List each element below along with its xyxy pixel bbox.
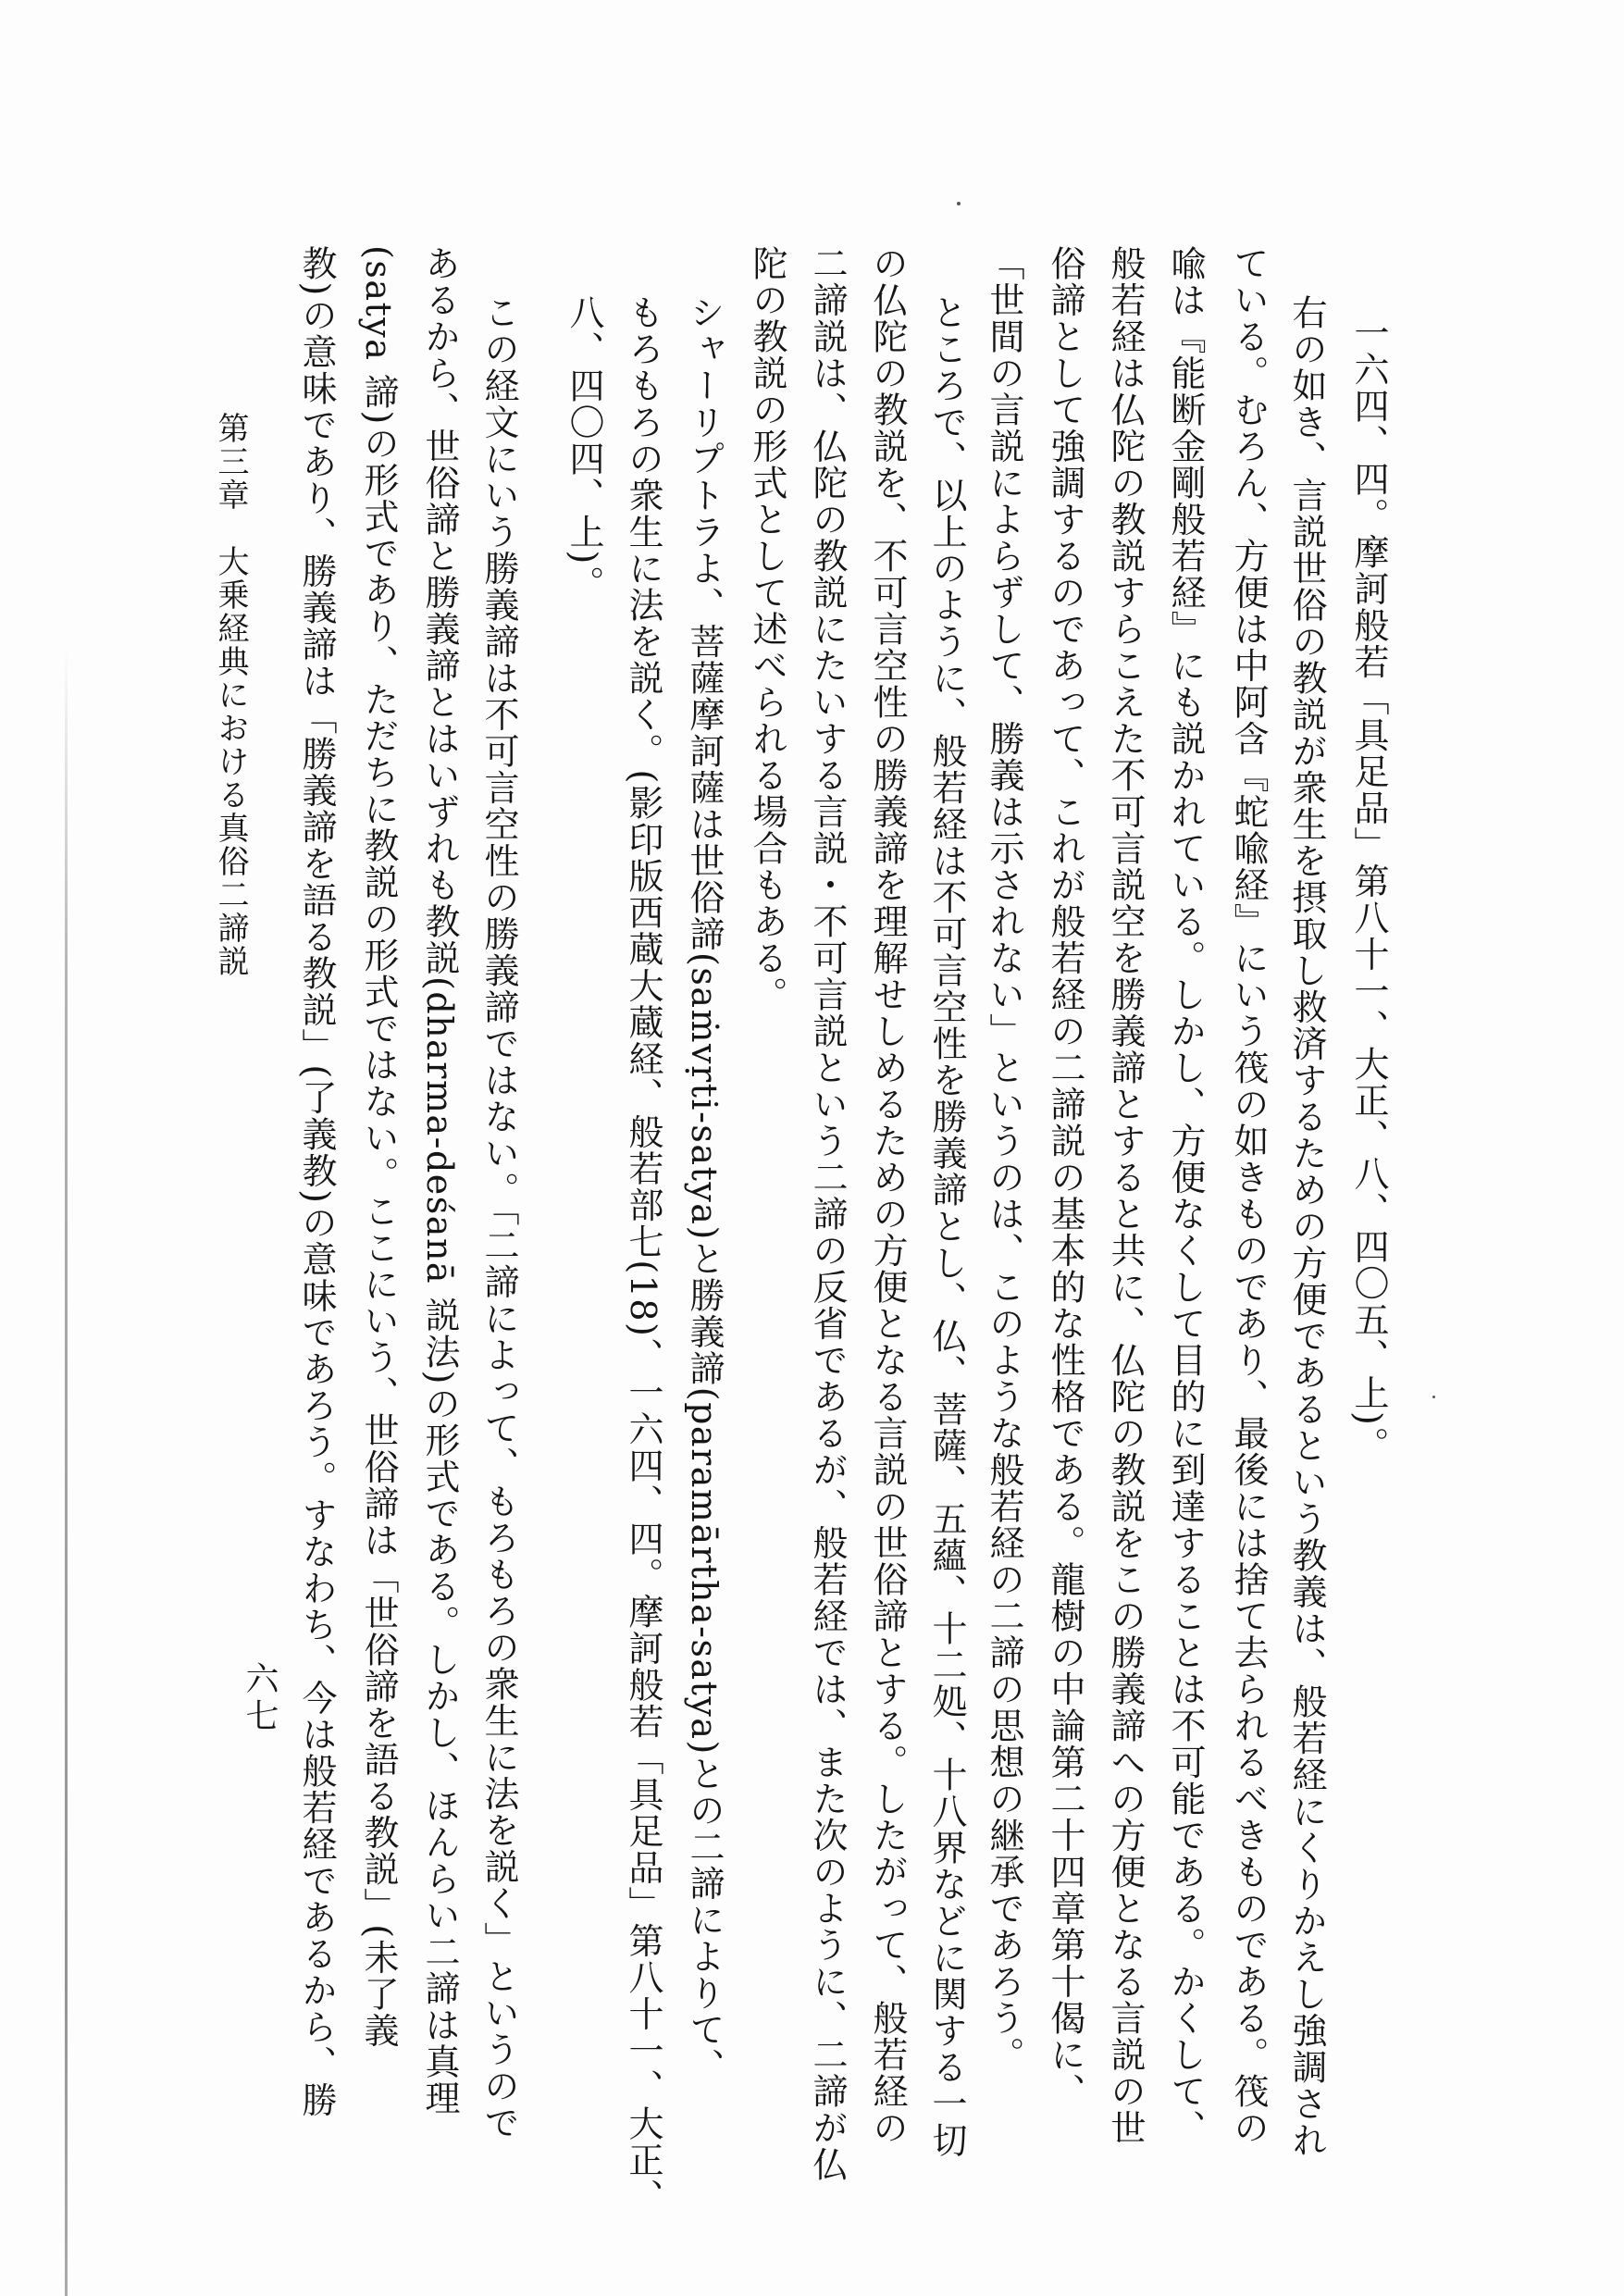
scan-speck [957,202,961,205]
text-line-3: ている。むろん、方便は中阿含『蛇喩経』にいう筏の如きものであり、最後には捨て去られるべきものである。筏の [1228,245,1269,2146]
running-header: 第三章 大乗経典における真俗二諦説 [212,412,249,978]
text-line-18: 教)の意味であり、勝義諦は「勝義諦を語る教説」(了義教)の意味であろう。すなわち、今は般若経であるから、勝 [296,245,337,2118]
text-line-2: 右の如き、言説世俗の教説が衆生を摂取し救済するための方便であるという教義は、般若経にくりかえし強調され [1286,294,1327,2159]
text-line-6: 俗諦として強調するのであって、これが般若経の二諦説の基本的な性格である。龍樹の中論第二十四章第十偈に、 [1045,245,1085,2110]
scan-speck [1432,1396,1435,1398]
text-line-5: 般若経は仏陀の教説すらこえた不可言説空を勝義諦とすると共に、仏陀の教説をこの勝義諦への方便となる言説の世 [1105,245,1146,2146]
text-line-16: あるから、世俗諦と勝義諦とはいずれも教説(dharma-deśanā 説法)の形式である。しかし、ほんらい二諦は真理 [419,245,460,2116]
text-line-12: シャーリプトラよ、菩薩摩訶薩は世俗諦(saṁvṛti-satya)と勝義諦(paramārtha-satya)との二諦によりて、 [684,294,725,2085]
text-line-8: ところで、以上のように、般若経は不可言空性を勝義諦とし、仏、菩薩、五蘊、十二処、十八界などに関する一切 [926,294,967,2159]
text-line-9: の仏陀の教説を、不可言空性の勝義諦を理解せしめるための方便となる言説の世俗諦とする。したがって、般若経の [867,245,908,2146]
binding-edge-shadow [65,648,68,2296]
text-line-11: 陀の教説の形式として述べられる場合もある。 [747,245,787,1013]
text-line-15: この経文にいう勝義諦は不可言空性の勝義諦ではない。「二諦によって、もろもろの衆生に法を説く」というので [478,294,519,2141]
text-line-13: もろもろの衆生に法を説く。(影印版西蔵大蔵経、般若部七(18)、一六四、四。摩訶般若「具足品」第八十一、大正、 [623,294,663,2215]
text-line-10: 二諦説は、仏陀の教説にたいする言説・不可言説という二諦の反省であるが、般若経では、また次のように、二諦が仏 [807,245,848,2183]
text-line-4: 喩は『能断金剛般若経』にも説かれている。しかし、方便なくして目的に到達することは不可能である。かくして、 [1165,245,1206,2146]
page-number: 六七 [241,1661,279,1735]
text-line-14: 八、四〇四、上)。 [564,294,604,602]
text-line-7: 「世間の言説によらずして、勝義は示されない」というのは、このような般若経の二諦の思想の継承であろう。 [984,245,1024,2073]
text-line-17: (satya 諦)の形式であり、ただちに教説の形式ではない。ここにいう、世俗諦は「世俗諦を語る教説」(未了義 [358,245,399,2050]
text-line-1: 一六四、四。摩訶般若「具足品」第八十一、大正、八、四〇五、上)。 [1348,315,1389,1463]
